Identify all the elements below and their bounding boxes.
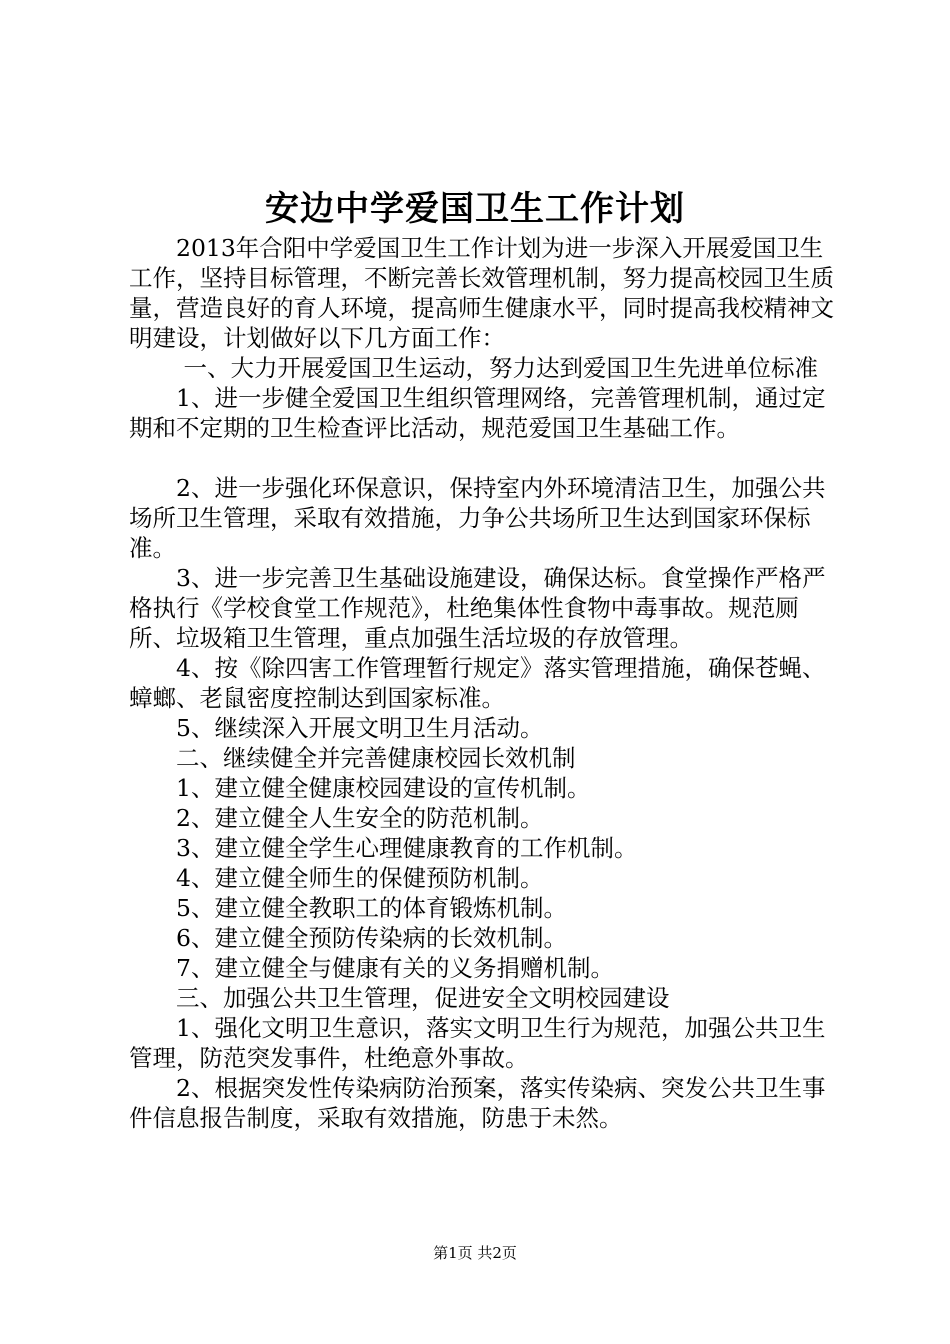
section-1-item-3: 3、进一步完善卫生基础设施建设，确保达标。食堂操作严格严格执行《学校食堂工作规范》，杜绝集体性食物中毒事故。规范厕所、垃圾箱卫生管理，重点加强生活垃圾的存放管理。 (129, 564, 826, 652)
section-2-heading: 二、继续健全并完善健康校园长效机制 (176, 744, 576, 772)
section-2-item-4: 4、建立健全师生的保健预防机制。 (176, 864, 544, 892)
section-1-item-2: 2、进一步强化环保意识，保持室内外环境清洁卫生，加强公共场所卫生管理，采取有效措施，力争公共场所卫生达到国家环保标准。 (129, 474, 826, 562)
section-1-item-5: 5、继续深入开展文明卫生月活动。 (176, 714, 544, 742)
section-2-item-1: 1、建立健全健康校园建设的宣传机制。 (176, 774, 591, 802)
page-footer: 第1页 共2页 (433, 1244, 517, 1262)
section-1-item-4: 4、按《除四害工作管理暂行规定》落实管理措施，确保苍蝇、蟑螂、老鼠密度控制达到国家标准。 (129, 654, 826, 712)
document-body (129, 233, 839, 1133)
section-1-item-1: 1、进一步健全爱国卫生组织管理网络，完善管理机制，通过定期和不定期的卫生检查评比活动，规范爱国卫生基础工作。 (129, 384, 826, 442)
document-title: 安边中学爱国卫生工作计划 (265, 189, 685, 229)
section-2-item-7: 7、建立健全与健康有关的义务捐赠机制。 (176, 954, 614, 982)
section-2-item-6: 6、建立健全预防传染病的长效机制。 (176, 924, 567, 952)
section-3-item-1: 1、强化文明卫生意识，落实文明卫生行为规范，加强公共卫生管理，防范突发事件，杜绝意外事故。 (129, 1014, 826, 1072)
section-1-heading: 一、大力开展爱国卫生运动，努力达到爱国卫生先进单位标准 (176, 354, 818, 382)
section-3-item-2: 2、根据突发性传染病防治预案，落实传染病、突发公共卫生事件信息报告制度，采取有效措施，防患于未然。 (129, 1074, 826, 1132)
section-2-item-3: 3、建立健全学生心理健康教育的工作机制。 (176, 834, 638, 862)
intro-paragraph: 2013年合阳中学爱国卫生工作计划为进一步深入开展爱国卫生工作，坚持目标管理，不断完善长效管理机制，努力提高校园卫生质量，营造良好的育人环境，提高师生健康水平，同时提高我校精神文明建设，计划做好以下几方面工作： (129, 234, 834, 352)
blank-line (129, 443, 839, 473)
section-2-item-2: 2、建立健全人生安全的防范机制。 (176, 804, 544, 832)
section-2-item-5: 5、建立健全教职工的体育锻炼机制。 (176, 894, 567, 922)
section-3-heading: 三、加强公共卫生管理，促进安全文明校园建设 (176, 984, 670, 1012)
